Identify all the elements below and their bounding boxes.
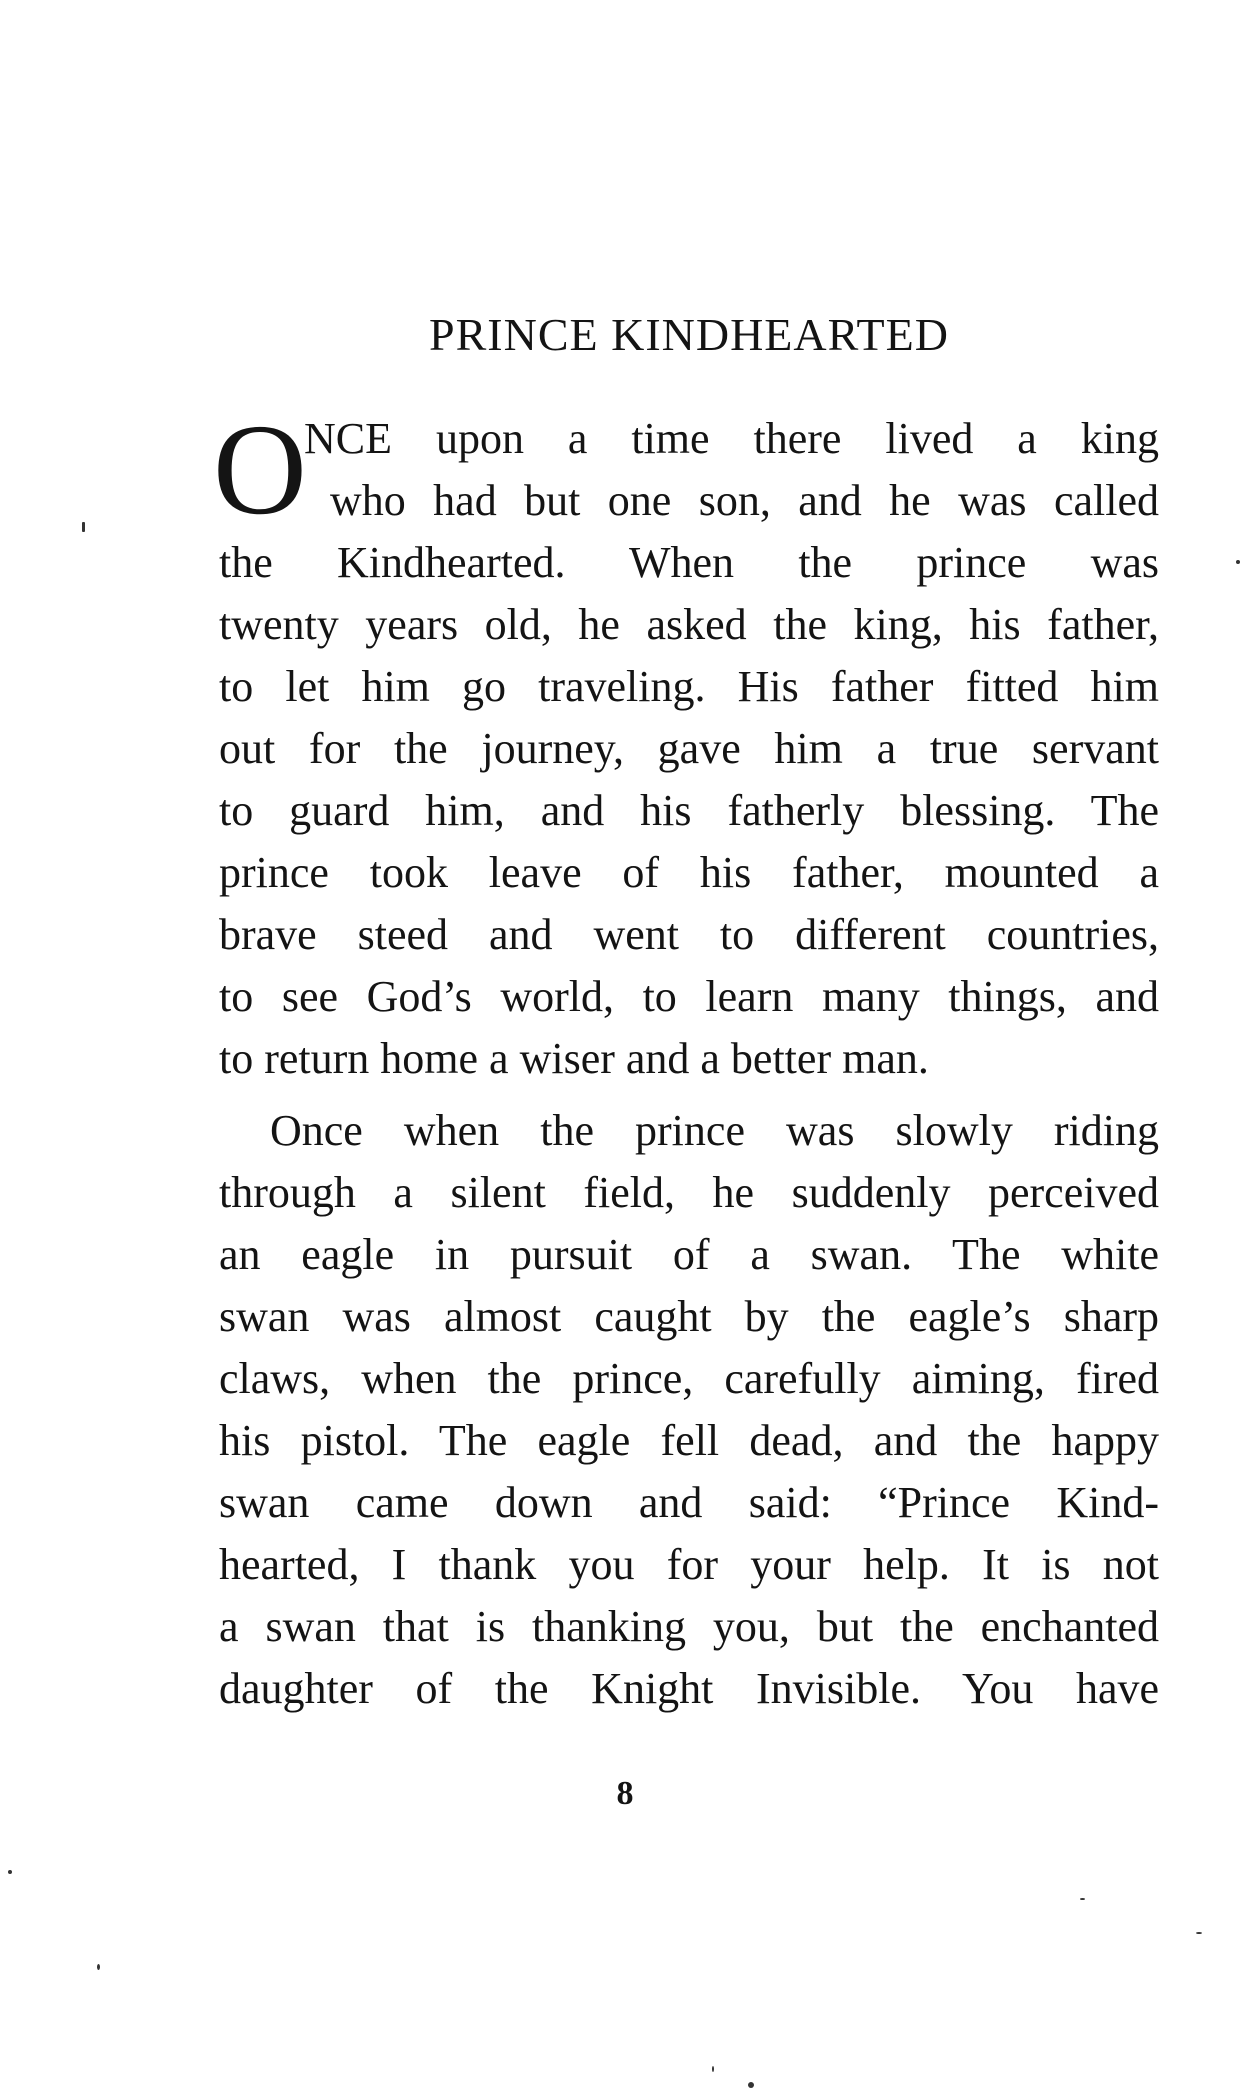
text-line: swan was almost caught by the eagle’s sharp	[219, 1292, 1159, 1341]
text-line: an eagle in pursuit of a swan. The white	[219, 1230, 1159, 1279]
text-line: to see God’s world, to learn many things, and	[219, 972, 1159, 1021]
text-line: NCE upon a time there lived a king	[304, 414, 1159, 463]
text-line: out for the journey, gave him a true servant	[219, 724, 1159, 773]
scan-speck	[1196, 1932, 1202, 1934]
scan-speck	[1236, 560, 1240, 564]
text-line: who had but one son, and he was called	[330, 476, 1159, 525]
drop-cap: O	[213, 398, 307, 542]
text-line: brave steed and went to different countries,	[219, 910, 1159, 959]
text-line: swan came down and said: “Prince Kind-	[219, 1478, 1159, 1527]
chapter-title: PRINCE KINDHEARTED	[429, 309, 949, 360]
text-line: the Kindhearted. When the prince was	[219, 538, 1159, 587]
text-line: claws, when the prince, carefully aiming, fired	[219, 1354, 1159, 1403]
text-line: Once when the prince was slowly riding	[270, 1106, 1159, 1155]
text-line: his pistol. The eagle fell dead, and the happy	[219, 1416, 1159, 1465]
text-line: to return home a wiser and a better man.	[219, 1034, 929, 1083]
scan-speck	[1080, 1898, 1085, 1900]
text-line: a swan that is thanking you, but the enchanted	[219, 1602, 1159, 1651]
scan-speck	[712, 2066, 714, 2072]
scan-speck	[82, 522, 85, 532]
scan-speck	[8, 1870, 12, 1874]
text-line: to let him go traveling. His father fitted him	[219, 662, 1159, 711]
text-line: through a silent field, he suddenly perceived	[219, 1168, 1159, 1217]
scan-speck	[748, 2082, 754, 2088]
text-line: twenty years old, he asked the king, his father,	[219, 600, 1159, 649]
scan-speck	[97, 1964, 100, 1970]
text-line: prince took leave of his father, mounted a	[219, 848, 1159, 897]
text-line: daughter of the Knight Invisible. You have	[219, 1664, 1159, 1713]
text-line: to guard him, and his fatherly blessing. The	[219, 786, 1159, 835]
page-number: 8	[616, 1775, 634, 1812]
text-line: hearted, I thank you for your help. It is not	[219, 1540, 1159, 1589]
